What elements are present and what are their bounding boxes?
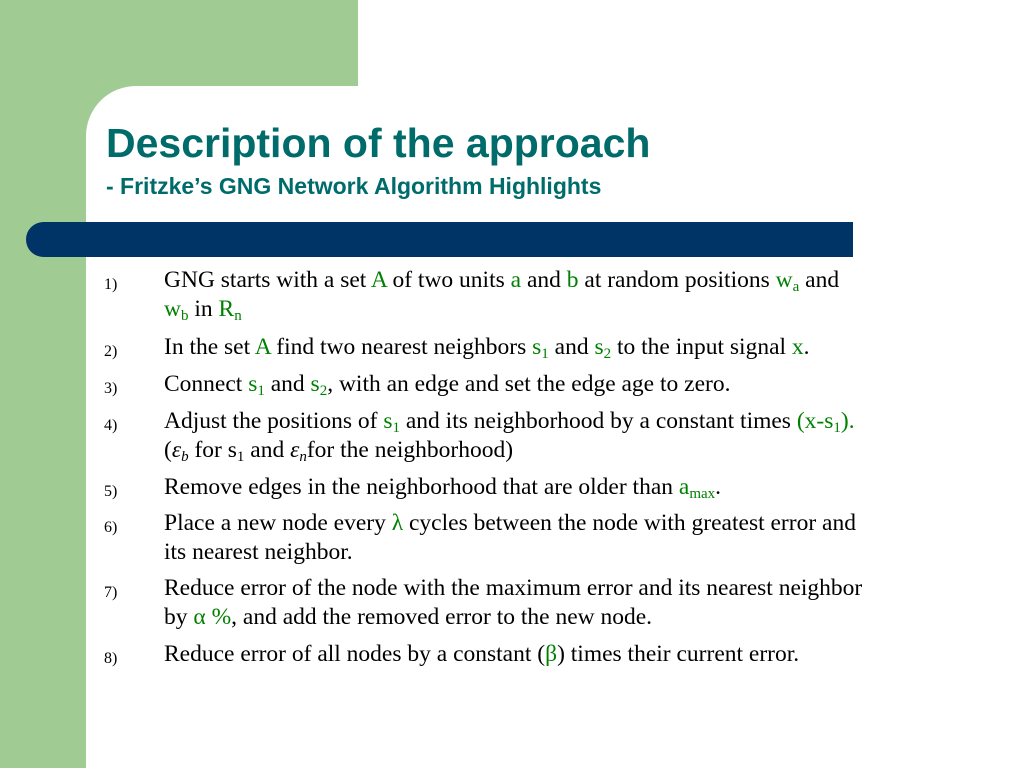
item-number: 6) — [104, 519, 118, 536]
item-number: 5) — [104, 483, 118, 500]
slide-subtitle: - Fritzke’s GNG Network Algorithm Highlights — [106, 173, 602, 199]
item-text: Adjust the positions of $s_1$ and its neighborhood by a constant times $(x-s_1)$. ($\varepsilon_b$ for $s_1$ and $\varepsilon_nfor$ the neighborhood) — [164, 408, 855, 465]
item-text: Reduce error of all nodes by a constant (β) times their current error. — [164, 641, 800, 667]
item-number: 7) — [104, 584, 118, 601]
item-text: GNG starts with a set A of two units a and b at random positions $w_a$ and $w_b$ in $R_n$ — [164, 267, 840, 324]
item-text: Connect $s_1$ and $s_2$, with an edge and set the edge age to zero. — [164, 371, 731, 399]
item-text: Reduce error of the node with the maximum error and its nearest neighbor by α %, and add the removed error to the new node. — [164, 575, 863, 630]
item-text: In the set A find two nearest neighbors $s_1$ and $s_2$ to the input signal x. — [164, 334, 810, 362]
item-number: 1) — [104, 276, 118, 293]
item-number: 4) — [104, 417, 118, 434]
item-number: 2) — [104, 343, 118, 360]
item-number: 8) — [104, 650, 118, 667]
item-text: Place a new node every λ cycles between the node with greatest error and its nearest neighbor. — [164, 510, 856, 565]
slide-title: Description of the approach — [106, 120, 651, 166]
item-number: 3) — [104, 380, 118, 397]
item-text: Remove edges in the neighborhood that are older than $a_{max}$. — [164, 474, 722, 502]
title-divider-bar — [26, 222, 853, 257]
